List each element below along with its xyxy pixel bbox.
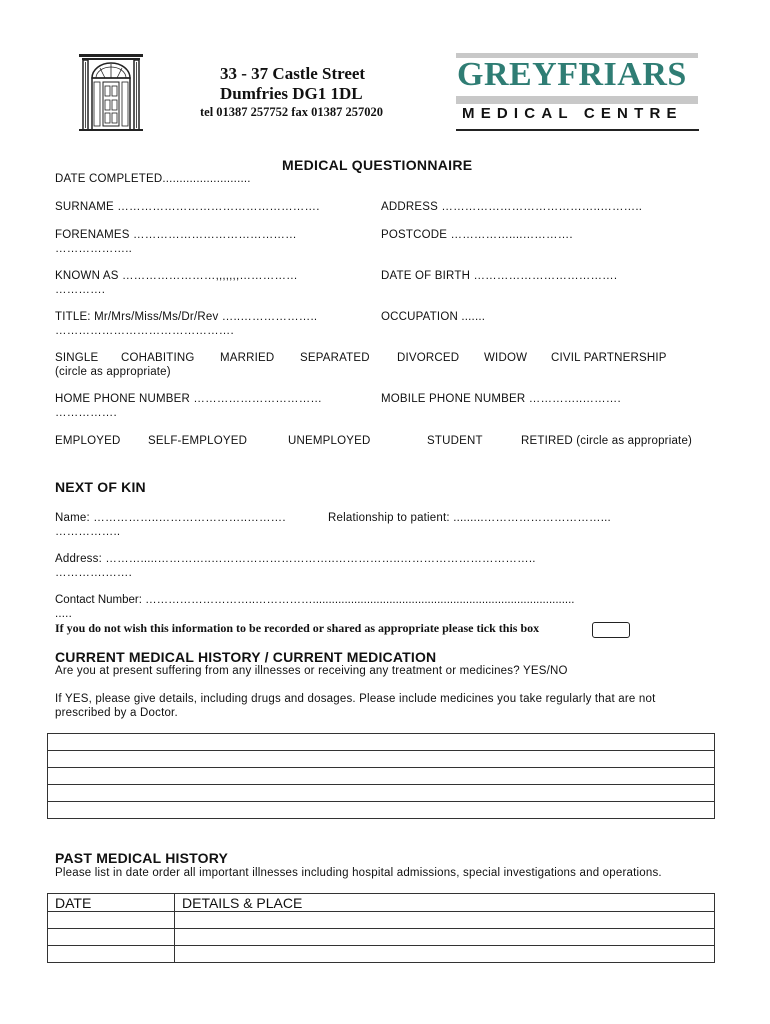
employment-option-retired[interactable]: RETIRED (circle as appropriate) bbox=[521, 435, 693, 447]
table-row[interactable] bbox=[48, 912, 715, 929]
kin-name-field-continued: …………….. bbox=[55, 526, 121, 538]
kin-name-field[interactable]: Name: ……………..…………………..………. bbox=[55, 512, 286, 524]
consent-statement: If you do not wish this information to be recorded or shared as appropriate please tick this box bbox=[55, 621, 540, 635]
table-cell[interactable] bbox=[48, 802, 715, 819]
details-cell[interactable] bbox=[175, 912, 715, 929]
marital-option-widow[interactable]: WIDOW bbox=[484, 352, 528, 364]
table-row[interactable] bbox=[48, 785, 715, 802]
date-cell[interactable] bbox=[48, 946, 175, 963]
employment-option-self-employed[interactable]: SELF-EMPLOYED bbox=[148, 435, 248, 447]
brand-subtitle: MEDICAL CENTRE bbox=[462, 105, 683, 122]
marital-option-single[interactable]: SINGLE bbox=[55, 352, 99, 364]
past-history-table bbox=[47, 893, 715, 963]
mobile-phone-field[interactable]: MOBILE PHONE NUMBER …………..………. bbox=[381, 393, 621, 405]
column-header-date: DATE bbox=[48, 894, 175, 912]
address-line-1: 33 - 37 Castle Street bbox=[220, 64, 366, 83]
past-history-heading: PAST MEDICAL HISTORY bbox=[55, 850, 229, 866]
brand-rule-middle bbox=[456, 96, 698, 104]
occupation-field[interactable]: OCCUPATION ....... bbox=[381, 311, 486, 323]
known-as-field[interactable]: KNOWN AS ……………………,,,,,,,…………… bbox=[55, 270, 298, 282]
date-of-birth-field[interactable]: DATE OF BIRTH ………………………………. bbox=[381, 270, 618, 282]
georgian-doorway-icon bbox=[78, 52, 144, 132]
table-row[interactable] bbox=[48, 946, 715, 963]
date-cell[interactable] bbox=[48, 912, 175, 929]
kin-relationship-field[interactable]: Relationship to patient: .........…………………………... bbox=[328, 512, 611, 524]
consent-tick-box[interactable] bbox=[592, 622, 630, 638]
table-header-row bbox=[48, 894, 715, 912]
marital-option-separated[interactable]: SEPARATED bbox=[300, 352, 370, 364]
table-cell[interactable] bbox=[48, 768, 715, 785]
current-medication-table bbox=[47, 733, 715, 819]
table-row[interactable] bbox=[48, 768, 715, 785]
kin-address-field[interactable]: Address: ……….....…………..…………………………..……………..…………………………….. bbox=[55, 553, 536, 565]
title-field-continued: ………………………………………. bbox=[55, 325, 234, 337]
marital-option-civil-partnership[interactable]: CIVIL PARTNERSHIP bbox=[551, 352, 667, 364]
form-title: MEDICAL QUESTIONNAIRE bbox=[282, 157, 473, 173]
table-cell[interactable] bbox=[48, 734, 715, 751]
known-as-field-continued: …………. bbox=[55, 284, 106, 296]
marital-option-married[interactable]: MARRIED bbox=[220, 352, 275, 364]
table-row[interactable] bbox=[48, 734, 715, 751]
current-history-question: Are you at present suffering from any illnesses or receiving any treatment or medicines? YES/NO bbox=[55, 665, 568, 677]
table-row[interactable] bbox=[48, 751, 715, 768]
marital-option-cohabiting[interactable]: COHABITING bbox=[121, 352, 195, 364]
address-field[interactable]: ADDRESS …………………………………..……….. bbox=[381, 201, 643, 213]
postcode-field[interactable]: POSTCODE ……………....…………. bbox=[381, 229, 573, 241]
kin-contact-number-field[interactable]: Contact Number: ………………………..…………….................................................................................. bbox=[55, 594, 575, 606]
past-history-instructions: Please list in date order all important illnesses including hospital admissions, special investigations and operations. bbox=[55, 867, 662, 879]
employment-option-employed[interactable]: EMPLOYED bbox=[55, 435, 121, 447]
contact-line: tel 01387 257752 fax 01387 257020 bbox=[200, 105, 383, 119]
current-history-instructions: If YES, please give details, including drugs and dosages. Please include medicines you take regularly that are not bbox=[55, 693, 656, 705]
column-header-details: DETAILS & PLACE bbox=[175, 894, 715, 912]
home-phone-field[interactable]: HOME PHONE NUMBER …………………………… bbox=[55, 393, 323, 405]
kin-contact-number-continued: ..... bbox=[55, 608, 72, 620]
kin-address-field-continued: ………….……. bbox=[55, 567, 132, 579]
current-history-instructions-continued: prescribed by a Doctor. bbox=[55, 707, 178, 719]
marital-option-divorced[interactable]: DIVORCED bbox=[397, 352, 460, 364]
table-cell[interactable] bbox=[48, 785, 715, 802]
current-history-heading: CURRENT MEDICAL HISTORY / CURRENT MEDICATION bbox=[55, 649, 437, 665]
table-row[interactable] bbox=[48, 929, 715, 946]
title-field[interactable]: TITLE: Mr/Mrs/Miss/Ms/Dr/Rev …..……………….. bbox=[55, 311, 318, 323]
circle-note: (circle as appropriate) bbox=[55, 366, 171, 378]
details-cell[interactable] bbox=[175, 946, 715, 963]
home-phone-field-continued: ……………. bbox=[55, 407, 117, 419]
practice-logo bbox=[78, 52, 144, 132]
next-of-kin-heading: NEXT OF KIN bbox=[55, 479, 146, 495]
forenames-field-continued: ……………….. bbox=[55, 243, 132, 255]
employment-option-unemployed[interactable]: UNEMPLOYED bbox=[288, 435, 371, 447]
address-line-2: Dumfries DG1 1DL bbox=[220, 84, 363, 103]
employment-option-student[interactable]: STUDENT bbox=[427, 435, 483, 447]
date-completed-field[interactable]: DATE COMPLETED.......................... bbox=[55, 173, 251, 185]
date-cell[interactable] bbox=[48, 929, 175, 946]
details-cell[interactable] bbox=[175, 929, 715, 946]
forenames-field[interactable]: FORENAMES …………………………………… bbox=[55, 229, 297, 241]
brand-name: GREYFRIARS bbox=[457, 56, 687, 93]
brand-rule-bottom bbox=[456, 129, 699, 131]
table-row[interactable] bbox=[48, 802, 715, 819]
surname-field[interactable]: SURNAME ……………………………………………. bbox=[55, 201, 320, 213]
table-cell[interactable] bbox=[48, 751, 715, 768]
